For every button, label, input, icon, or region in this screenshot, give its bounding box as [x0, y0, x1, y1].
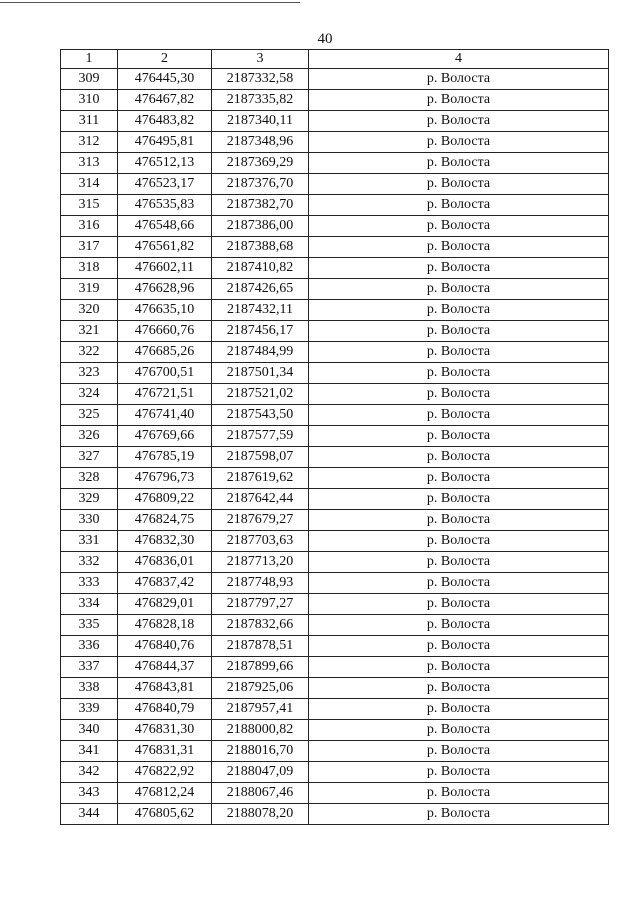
x-coordinate-cell: 476843,81	[118, 678, 212, 699]
description-cell: р. Волоста	[309, 384, 609, 405]
description-cell: р. Волоста	[309, 153, 609, 174]
description-cell: р. Волоста	[309, 720, 609, 741]
table-row	[61, 237, 609, 258]
table-row	[61, 195, 609, 216]
y-coordinate-cell: 2187521,02	[212, 384, 309, 405]
point-number-cell: 326	[61, 426, 118, 447]
table-body	[61, 69, 609, 825]
x-coordinate-cell: 476840,79	[118, 699, 212, 720]
point-number-cell: 322	[61, 342, 118, 363]
column-header: 2	[118, 50, 212, 69]
point-number-cell: 310	[61, 90, 118, 111]
y-coordinate-cell: 2188047,09	[212, 762, 309, 783]
x-coordinate-cell: 476628,96	[118, 279, 212, 300]
description-cell: р. Волоста	[309, 279, 609, 300]
x-coordinate-cell: 476467,82	[118, 90, 212, 111]
y-coordinate-cell: 2187797,27	[212, 594, 309, 615]
x-coordinate-cell: 476721,51	[118, 384, 212, 405]
description-cell: р. Волоста	[309, 573, 609, 594]
description-cell: р. Волоста	[309, 237, 609, 258]
y-coordinate-cell: 2187340,11	[212, 111, 309, 132]
y-coordinate-cell: 2187382,70	[212, 195, 309, 216]
table-row	[61, 720, 609, 741]
point-number-cell: 339	[61, 699, 118, 720]
point-number-cell: 319	[61, 279, 118, 300]
x-coordinate-cell: 476832,30	[118, 531, 212, 552]
y-coordinate-cell: 2187679,27	[212, 510, 309, 531]
page-number: 40	[317, 31, 333, 47]
x-coordinate-cell: 476685,26	[118, 342, 212, 363]
y-coordinate-cell: 2187484,99	[212, 342, 309, 363]
x-coordinate-cell: 476809,22	[118, 489, 212, 510]
y-coordinate-cell: 2187543,50	[212, 405, 309, 426]
point-number-cell: 312	[61, 132, 118, 153]
y-coordinate-cell: 2187899,66	[212, 657, 309, 678]
table-row	[61, 363, 609, 384]
x-coordinate-cell: 476445,30	[118, 69, 212, 90]
description-cell: р. Волоста	[309, 426, 609, 447]
description-cell: р. Волоста	[309, 531, 609, 552]
table-row	[61, 699, 609, 720]
x-coordinate-cell: 476602,11	[118, 258, 212, 279]
y-coordinate-cell: 2187748,93	[212, 573, 309, 594]
y-coordinate-cell: 2187598,07	[212, 447, 309, 468]
table-row	[61, 468, 609, 489]
x-coordinate-cell: 476741,40	[118, 405, 212, 426]
description-cell: р. Волоста	[309, 678, 609, 699]
point-number-cell: 321	[61, 321, 118, 342]
description-cell: р. Волоста	[309, 405, 609, 426]
column-header: 3	[212, 50, 309, 69]
x-coordinate-cell: 476805,62	[118, 804, 212, 825]
table-row	[61, 384, 609, 405]
description-cell: р. Волоста	[309, 258, 609, 279]
description-cell: р. Волоста	[309, 468, 609, 489]
y-coordinate-cell: 2187832,66	[212, 615, 309, 636]
x-coordinate-cell: 476548,66	[118, 216, 212, 237]
table-row	[61, 636, 609, 657]
point-number-cell: 332	[61, 552, 118, 573]
point-number-cell: 336	[61, 636, 118, 657]
y-coordinate-cell: 2188067,46	[212, 783, 309, 804]
y-coordinate-cell: 2187577,59	[212, 426, 309, 447]
description-cell: р. Волоста	[309, 300, 609, 321]
table-row	[61, 489, 609, 510]
point-number-cell: 316	[61, 216, 118, 237]
point-number-cell: 314	[61, 174, 118, 195]
table-row	[61, 510, 609, 531]
table-row	[61, 426, 609, 447]
table-row	[61, 342, 609, 363]
y-coordinate-cell: 2188016,70	[212, 741, 309, 762]
x-coordinate-cell: 476769,66	[118, 426, 212, 447]
x-coordinate-cell: 476635,10	[118, 300, 212, 321]
point-number-cell: 315	[61, 195, 118, 216]
description-cell: р. Волоста	[309, 510, 609, 531]
description-cell: р. Волоста	[309, 447, 609, 468]
table-row	[61, 762, 609, 783]
y-coordinate-cell: 2187386,00	[212, 216, 309, 237]
y-coordinate-cell: 2187703,63	[212, 531, 309, 552]
description-cell: р. Волоста	[309, 111, 609, 132]
y-coordinate-cell: 2187376,70	[212, 174, 309, 195]
point-number-cell: 325	[61, 405, 118, 426]
point-number-cell: 338	[61, 678, 118, 699]
x-coordinate-cell: 476831,31	[118, 741, 212, 762]
y-coordinate-cell: 2187432,11	[212, 300, 309, 321]
table-row	[61, 783, 609, 804]
y-coordinate-cell: 2187925,06	[212, 678, 309, 699]
table-row	[61, 447, 609, 468]
column-header: 1	[61, 50, 118, 69]
y-coordinate-cell: 2187619,62	[212, 468, 309, 489]
x-coordinate-cell: 476512,13	[118, 153, 212, 174]
x-coordinate-cell: 476829,01	[118, 594, 212, 615]
x-coordinate-cell: 476840,76	[118, 636, 212, 657]
point-number-cell: 317	[61, 237, 118, 258]
point-number-cell: 343	[61, 783, 118, 804]
y-coordinate-cell: 2187957,41	[212, 699, 309, 720]
description-cell: р. Волоста	[309, 90, 609, 111]
point-number-cell: 313	[61, 153, 118, 174]
table-row	[61, 69, 609, 90]
table-row	[61, 405, 609, 426]
point-number-cell: 328	[61, 468, 118, 489]
x-coordinate-cell: 476824,75	[118, 510, 212, 531]
table-row	[61, 594, 609, 615]
description-cell: р. Волоста	[309, 594, 609, 615]
y-coordinate-cell: 2187456,17	[212, 321, 309, 342]
x-coordinate-cell: 476535,83	[118, 195, 212, 216]
x-coordinate-cell: 476828,18	[118, 615, 212, 636]
description-cell: р. Волоста	[309, 741, 609, 762]
description-cell: р. Волоста	[309, 363, 609, 384]
y-coordinate-cell: 2187426,65	[212, 279, 309, 300]
point-number-cell: 309	[61, 69, 118, 90]
y-coordinate-cell: 2187369,29	[212, 153, 309, 174]
x-coordinate-cell: 476831,30	[118, 720, 212, 741]
y-coordinate-cell: 2187332,58	[212, 69, 309, 90]
table-row	[61, 258, 609, 279]
y-coordinate-cell: 2187388,68	[212, 237, 309, 258]
description-cell: р. Волоста	[309, 132, 609, 153]
coordinates-table	[60, 49, 609, 825]
table-row	[61, 132, 609, 153]
point-number-cell: 337	[61, 657, 118, 678]
y-coordinate-cell: 2187878,51	[212, 636, 309, 657]
description-cell: р. Волоста	[309, 552, 609, 573]
y-coordinate-cell: 2187335,82	[212, 90, 309, 111]
y-coordinate-cell: 2187642,44	[212, 489, 309, 510]
table-row	[61, 615, 609, 636]
table-row	[61, 216, 609, 237]
description-cell: р. Волоста	[309, 174, 609, 195]
description-cell: р. Волоста	[309, 321, 609, 342]
table-row	[61, 531, 609, 552]
y-coordinate-cell: 2188000,82	[212, 720, 309, 741]
point-number-cell: 341	[61, 741, 118, 762]
point-number-cell: 330	[61, 510, 118, 531]
description-cell: р. Волоста	[309, 342, 609, 363]
y-coordinate-cell: 2187348,96	[212, 132, 309, 153]
table-row	[61, 804, 609, 825]
point-number-cell: 329	[61, 489, 118, 510]
description-cell: р. Волоста	[309, 216, 609, 237]
point-number-cell: 344	[61, 804, 118, 825]
description-cell: р. Волоста	[309, 636, 609, 657]
x-coordinate-cell: 476700,51	[118, 363, 212, 384]
point-number-cell: 333	[61, 573, 118, 594]
table-row	[61, 321, 609, 342]
table-row	[61, 111, 609, 132]
table-row	[61, 657, 609, 678]
table-row	[61, 90, 609, 111]
point-number-cell: 323	[61, 363, 118, 384]
y-coordinate-cell: 2187501,34	[212, 363, 309, 384]
x-coordinate-cell: 476495,81	[118, 132, 212, 153]
x-coordinate-cell: 476785,19	[118, 447, 212, 468]
point-number-cell: 342	[61, 762, 118, 783]
description-cell: р. Волоста	[309, 615, 609, 636]
point-number-cell: 318	[61, 258, 118, 279]
y-coordinate-cell: 2188078,20	[212, 804, 309, 825]
point-number-cell: 320	[61, 300, 118, 321]
column-header: 4	[309, 50, 609, 69]
table-row	[61, 678, 609, 699]
description-cell: р. Волоста	[309, 804, 609, 825]
y-coordinate-cell: 2187713,20	[212, 552, 309, 573]
description-cell: р. Волоста	[309, 489, 609, 510]
x-coordinate-cell: 476660,76	[118, 321, 212, 342]
description-cell: р. Волоста	[309, 657, 609, 678]
x-coordinate-cell: 476836,01	[118, 552, 212, 573]
description-cell: р. Волоста	[309, 762, 609, 783]
x-coordinate-cell: 476523,17	[118, 174, 212, 195]
x-coordinate-cell: 476822,92	[118, 762, 212, 783]
point-number-cell: 311	[61, 111, 118, 132]
point-number-cell: 340	[61, 720, 118, 741]
point-number-cell: 335	[61, 615, 118, 636]
x-coordinate-cell: 476796,73	[118, 468, 212, 489]
y-coordinate-cell: 2187410,82	[212, 258, 309, 279]
point-number-cell: 331	[61, 531, 118, 552]
point-number-cell: 324	[61, 384, 118, 405]
table-row	[61, 153, 609, 174]
point-number-cell: 327	[61, 447, 118, 468]
description-cell: р. Волоста	[309, 699, 609, 720]
x-coordinate-cell: 476844,37	[118, 657, 212, 678]
description-cell: р. Волоста	[309, 195, 609, 216]
top-rule	[0, 2, 300, 3]
table-row	[61, 552, 609, 573]
table-header-row	[61, 50, 609, 69]
table-row	[61, 174, 609, 195]
table-row	[61, 573, 609, 594]
x-coordinate-cell: 476561,82	[118, 237, 212, 258]
point-number-cell: 334	[61, 594, 118, 615]
x-coordinate-cell: 476837,42	[118, 573, 212, 594]
x-coordinate-cell: 476483,82	[118, 111, 212, 132]
table-row	[61, 741, 609, 762]
description-cell: р. Волоста	[309, 783, 609, 804]
description-cell: р. Волоста	[309, 69, 609, 90]
table-row	[61, 279, 609, 300]
table-row	[61, 300, 609, 321]
x-coordinate-cell: 476812,24	[118, 783, 212, 804]
